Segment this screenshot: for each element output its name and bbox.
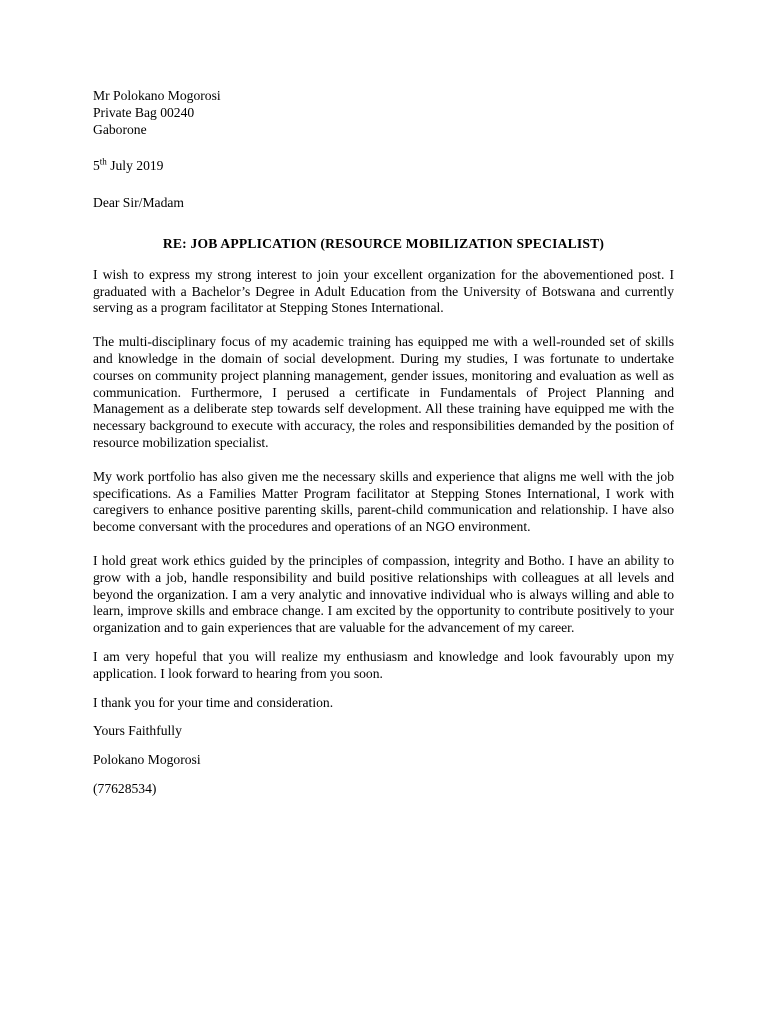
- sender-city: Gaborone: [93, 121, 147, 137]
- date-month-year: July 2019: [106, 158, 164, 174]
- letter-page: [93, 88, 674, 798]
- paragraph-thanks: I thank you for your time and consideration.: [93, 694, 334, 710]
- letter-date: [93, 158, 674, 175]
- phone-number: (77628534): [93, 780, 157, 796]
- closing: Yours Faithfully: [93, 723, 182, 739]
- sender-address-line: Private Bag 00240: [93, 104, 195, 120]
- subject-line: RE: JOB APPLICATION (RESOURCE MOBILIZATION SPECIALIST): [162, 235, 605, 251]
- signature-name: Polokano Mogorosi: [93, 752, 201, 768]
- date-day: 5: [93, 158, 100, 174]
- sender-name: Mr Polokano Mogorosi: [93, 88, 221, 103]
- paragraph-academic: The multi-disciplinary focus of my academic training has equipped me with a well-rounded set of skills and knowledge in the domain of social development. During my studies, I was fortunate to undertake courses on community project planning management, gender issues, monitoring and evaluation as well as communication. Furthermore, I perused a certificate in Fundamentals of Project Planning and Management as a deliberate step towards self development. All these training have equipped me with the necessary background to execute with accuracy, the roles and responsibilities demanded by the position of resource mobilization specialist.: [93, 334, 674, 450]
- date-suffix: th: [99, 156, 107, 167]
- salutation: Dear Sir/Madam: [93, 195, 184, 211]
- paragraph-experience: My work portfolio has also given me the necessary skills and experience that aligns me well with the job specifications. As a Families Matter Program facilitator at Stepping Stones International, I work with caregivers to enhance positive parenting skills, parent-child communication and relationship. I have also become conversant with the procedures and operations of an NGO environment.: [93, 468, 674, 535]
- sender-address-block: [93, 88, 674, 138]
- paragraph-ethics: I hold great work ethics guided by the principles of compassion, integrity and Botho. I have an ability to grow with a job, handle responsibility and build positive relationships with colleagues at all levels and beyond the organization. I am a very analytic and innovative individual who is always willing and able to learn, improve skills and embrace change. I am excited by the opportunity to contribute positively to your organization and to gain experiences that are valuable for the advancement of my career.: [93, 552, 674, 636]
- paragraph-intro: I wish to express my strong interest to join your excellent organization for the abovementioned post. I graduated with a Bachelor’s Degree in Adult Education from the University of Botswana and currently serving as a program facilitator at Stepping Stones International.: [93, 266, 674, 316]
- paragraph-hopeful: I am very hopeful that you will realize my enthusiasm and knowledge and look favourably upon my application. I look forward to hearing from you soon.: [93, 648, 674, 681]
